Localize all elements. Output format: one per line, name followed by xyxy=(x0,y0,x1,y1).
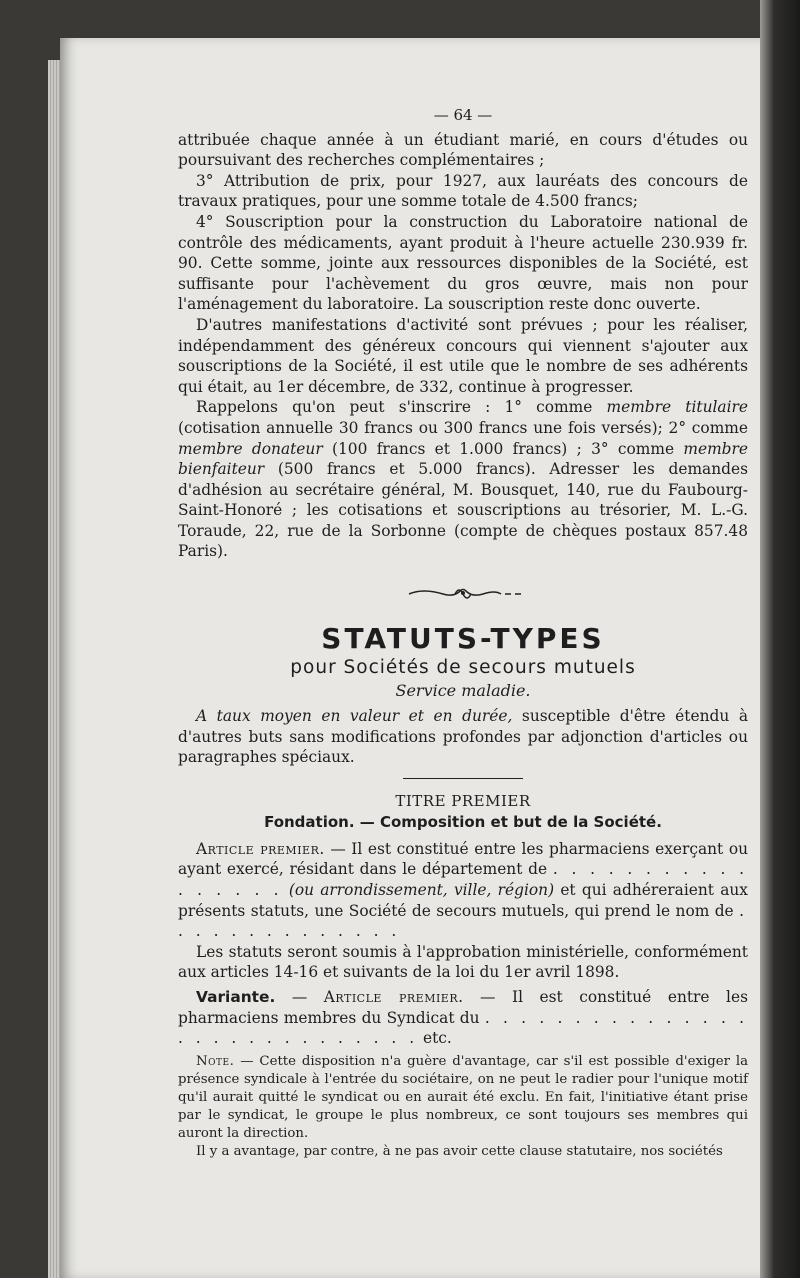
statuts-subtitle: pour Sociétés de secours mutuels xyxy=(290,657,636,679)
titre-premier: TITRE PREMIER xyxy=(395,791,531,810)
article-text-2: et qui adhéreraient aux présents statuts, une Société de secours mutuels, qui prend le nom de xyxy=(178,881,748,920)
article-text-1: — Il est constitué entre les pharmaciens exerçant ou ayant exercé, résidant dans le département de xyxy=(178,839,748,879)
book-binding-edge xyxy=(760,0,800,1278)
variante-text: — Il est constitué entre les pharmaciens membres du Syndicat du xyxy=(178,988,748,1027)
page-number: — 64 — xyxy=(433,106,493,124)
p5-membre-titulaire: membre titulaire xyxy=(606,398,748,417)
article-italic: (ou arrondissement, ville, région) xyxy=(288,881,555,900)
p5-membre-bienfaiteur: membre bienfaiteur xyxy=(178,439,748,479)
intro-italic: A taux moyen en valeur et en durée, xyxy=(196,707,513,726)
p5-text-a: Rappelons qu'on peut s'inscrire : 1° comme xyxy=(196,398,607,417)
note-paragraph-2: Il y a avantage, par contre, à ne pas avoir cette clause statutaire, nos sociétés xyxy=(196,1143,723,1159)
article-dots-1: . . . . . . . . . . . . . . . . . xyxy=(178,860,748,900)
fondation-heading: Fondation. — Composition et but de la Société. xyxy=(264,812,662,831)
variante-article-label: Article premier. xyxy=(323,988,464,1006)
ornament-icon xyxy=(403,584,523,602)
p5-membre-donateur: membre donateur xyxy=(178,439,323,458)
variante-dots: . . . . . . . . . . . . . . . . . . . . . . . . . . . . . xyxy=(178,1008,748,1048)
article-dots-2: . . . . . . . . . . . . . . xyxy=(178,901,748,941)
paragraph-2: 3° Attribution de prix, pour 1927, aux lauréats des concours de travaux pratiques, pour une somme totale de 4.500 francs; xyxy=(178,171,748,211)
page-text xyxy=(178,105,748,1161)
intro-paragraph xyxy=(178,706,748,768)
variante-etc: etc. xyxy=(423,1029,452,1048)
variante-paragraph xyxy=(178,987,748,1049)
statuts-title: STATUTS-TYPES xyxy=(321,622,605,656)
variante-label: Variante. xyxy=(196,988,276,1006)
note-paragraph xyxy=(178,1053,748,1143)
statuts-service: Service maladie. xyxy=(395,681,531,701)
paragraph-3: 4° Souscription pour la construction du Laboratoire national de contrôle des médicaments, ayant produit à l'heure actuelle 230.939 fr. 90. Cette somme, jointe aux ressources disponibles de la Société, est suffisante pour l'achèvement du gros œuvre, mais non pour l'aménagement du laboratoire. La souscription reste donc ouverte. xyxy=(178,212,748,314)
article-premier xyxy=(178,839,748,942)
paragraph-4: D'autres manifestations d'activité sont prévues ; pour les réaliser, indépendamment des généreux concours qui viennent s'ajouter aux souscriptions de la Société, il est utile que le nombre de ses adhérents qui était, au 1er décembre, de 332, continue à progresser. xyxy=(178,315,748,396)
article-label: Article premier. xyxy=(196,839,325,858)
p5-text-g: (500 francs et 5.000 francs). Adresser les demandes d'adhésion au secrétaire général, M. Bousquet, 140, rue du Faubourg-Saint-Honoré ; les cotisations et souscriptions au trésorier, M. L.-G. Toraude, 22, rue de la Sorbonne (compte de chèques postaux 857.48 Paris). xyxy=(178,460,748,561)
paragraph-1: attribuée chaque année à un étudiant marié, en cours d'études ou poursuivant des recherches complémentaires ; xyxy=(178,130,748,170)
ornament-divider xyxy=(178,584,748,604)
variante-dash: — xyxy=(275,988,324,1006)
intro-rest: susceptible d'être étendu à d'autres buts sans modifications profondes par adjonction d'articles ou paragraphes spéciaux. xyxy=(178,707,749,767)
p5-text-e: (100 francs et 1.000 francs) ; 3° comme xyxy=(322,439,684,458)
note-label: Note. xyxy=(196,1053,235,1069)
article-paragraph-2: Les statuts seront soumis à l'approbation ministérielle, conformément aux articles 14-16 et suivants de la loi du 1er avril 1898. xyxy=(178,942,748,982)
paragraph-5 xyxy=(178,397,748,562)
section-rule xyxy=(403,778,523,779)
note-text: — Cette disposition n'a guère d'avantage, car s'il est possible d'exiger la présence syndicale à l'entrée du sociétaire, on ne peut le radier pour l'unique motif qu'il aurait quitté le syndicat ou en aurait été exclu. En fait, l'initiative étant prise par le syndicat, le groupe le plus nombreux, ce sont toujours ses membres qui auront la direction. xyxy=(178,1053,748,1141)
p5-text-c: (cotisation annuelle 30 francs ou 300 francs une fois versés); 2° comme xyxy=(178,418,748,437)
